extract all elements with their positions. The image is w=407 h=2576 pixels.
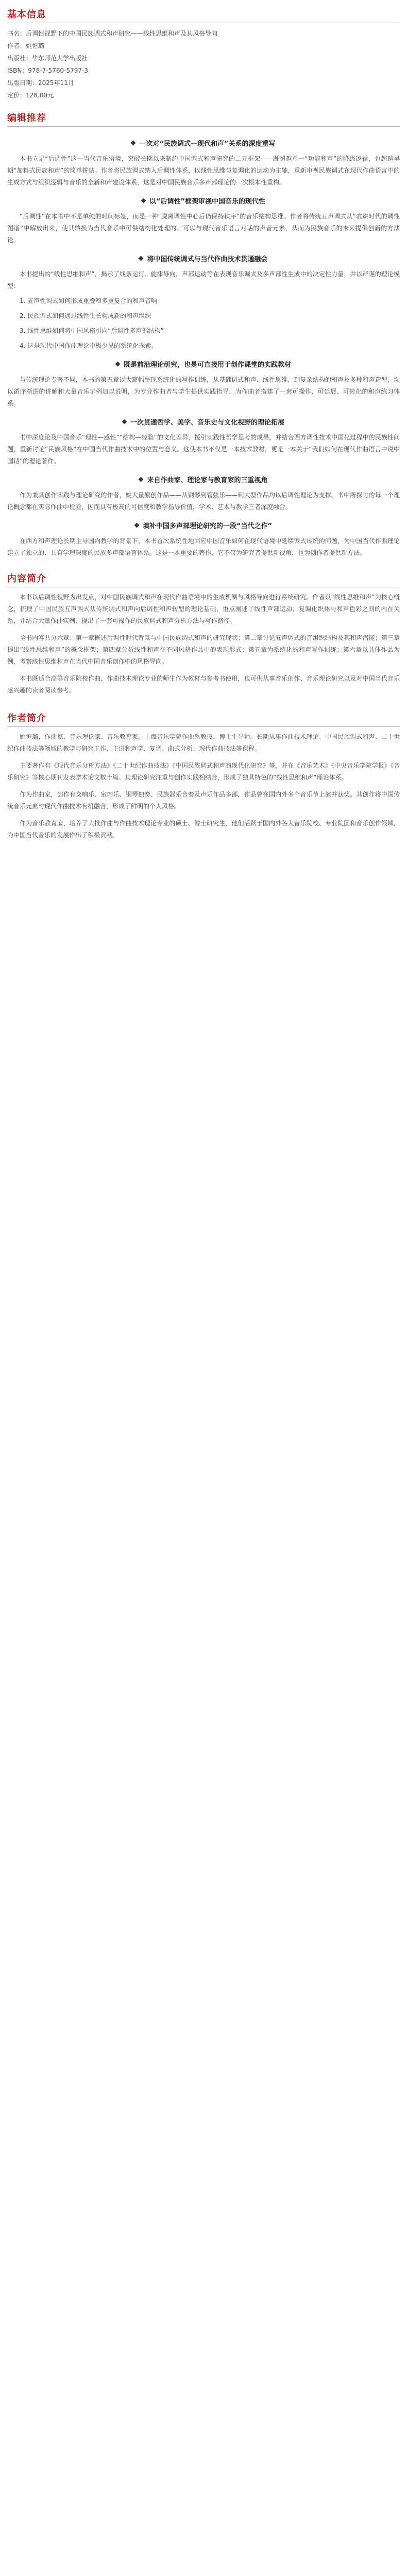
recommend-body [7,127,400,568]
page [0,0,407,873]
recommend-paragraph: 2. 民族调式如何通过线性生长构成新的和声组织 [20,312,151,319]
info-row [7,52,400,64]
summary-paragraph: 全书内容共分六章：第一章概述后调性时代背景与中国民族调式和声的研究现状；第二章讨论五声调式的音组织结构及其和声潜能；第三章提出“线性思维和声”的概念框架；第四章分析线性和声在不同风格作品中的表现形式；第五章为系统化的和声写作训练；第六章以具体作品为例，考察线性思维和声在当代中国音乐创作中的风格导向。 [7,634,400,665]
section-header-recommend [7,108,400,127]
author-paragraph: 作为音乐教育家，培养了大批作曲与作曲技术理论专业的硕士、博士研究生，他们活跃于国内外各大音乐院校、专业院团和音乐创作领域，为中国当代音乐的发展作出了积极贡献。 [7,820,400,839]
recommend-paragraph: 4. 这是现代中国作曲理论中极少见的系统化探索。 [20,342,158,349]
section-title: 编辑推荐 [7,113,46,124]
info-value: 华东师范大学出版社 [32,55,88,62]
recommend-paragraph: 本书提出的“线性思维和声”，揭示了线条运行、旋律导向、声部运动等在表现音乐调式及多声部性生成中的决定性力量，并以严谨的理论模型： [7,270,400,290]
author-paragraph: 作为作曲家，创作有交响乐、室内乐、钢琴独奏、民族器乐合奏及声乐作品多部，作品曾在国内外多个音乐节上演并获奖。其创作将中国传统音乐元素与现代作曲技术有机融合，形成了鲜明的个人风格。 [7,791,400,810]
info-label: 出版社： [7,55,32,62]
section-header-author [7,708,400,727]
section-title: 内容简介 [7,573,46,584]
recommend-paragraph: 1. 五声性调式如何形成重叠和多重复合的和声音响 [20,297,158,304]
recommend-heading-text: 一次贯通哲学、美学、音乐史与文化视野的理论拓展 [130,419,284,427]
basic-info-list [7,23,400,108]
diamond-bullet-icon [131,141,136,146]
recommend-paragraph: 3. 线性思维如何将中国风格引向“后调性多声部结构” [20,327,164,334]
info-label: 书名： [7,30,26,37]
info-row [7,40,400,52]
recommend-heading-text: 来自作曲家、理论家与教育家的三重视角 [147,477,268,484]
recommend-heading-text: 填补中国多声部理论研究的一段“当代之作” [142,522,273,530]
section-title: 基本信息 [7,9,46,20]
recommend-heading-text: 既是前沿理论研究，也是可直接用于创作课堂的实践教材 [123,361,291,369]
summary-paragraph: 本书既适合高等音乐院校作曲、作曲技术理论专业的师生作为教材与参考书使用，也可供从事音乐创作、音乐理论研究以及对中国当代音乐感兴趣的读者阅读参考。 [7,675,400,694]
info-row [7,89,400,101]
diamond-bullet-icon [134,523,140,528]
info-value: 姚恒璐 [26,42,45,49]
recommend-paragraph: 书中深度论及中国音乐“理性—感性”“结构—经验”的文化差异，援引实践性哲学思考的成果，并结合西方调性技术中国化过程中的民族性问题，重新讨论“民族风格”在中国当代作曲技术中的位置与意义。这使本书不仅是一本技术教材，更是一本关于“我们如何在现代作曲语言中说中国话”的理论著作。 [7,434,400,465]
summary-paragraph: 本书以后调性视野为出发点，对中国民族调式和声在现代作曲语境中的生成机制与风格导向进行系统研究。作者以“线性思维和声”为核心概念，梳理了中国民族五声调式从传统调式和声向后调性和声转型的理论基础，重点阐述了线性声部运动、复调化织体与和声色彩之间的内在关系，并结合大量作曲实例，提出了一套可操作的民族调式和声分析方法与写作路径。 [7,594,400,624]
info-row [7,27,400,40]
diamond-bullet-icon [139,477,144,482]
recommend-heading [7,253,400,263]
author-paragraph: 主要著作有《现代音乐分析方法》《二十世纪作曲技法》《中国民族调式和声的现代化研究》等，并在《音乐艺术》《中央音乐学院学报》《音乐研究》等核心期刊发表学术论文数十篇。其理论研究注重与创作实践相结合，形成了独具特色的“线性思维和声”理论体系。 [7,762,400,781]
info-row [7,64,400,77]
section-header-summary [7,568,400,587]
info-label: ISBN： [7,67,28,74]
info-row [7,77,400,89]
recommend-heading-text: 一次对“民族调式—现代和声”关系的深度重写 [139,140,276,148]
section-title: 作者简介 [7,713,46,724]
author-paragraph: 姚恒璐，作曲家、音乐理论家、音乐教育家。上海音乐学院作曲系教授、博士生导师。长期从事作曲技术理论、中国民族调式和声、二十世纪作曲技法等领域的教学与研究工作，主讲和声学、复调、曲式分析、现代作曲技法等课程。 [7,733,400,752]
info-label: 定价： [7,92,26,99]
recommend-heading [7,196,400,206]
recommend-heading [7,417,400,427]
info-label: 出版日期： [7,79,39,87]
recommend-heading [7,474,400,484]
recommend-heading [7,520,400,530]
recommend-paragraph: 在西方和声理论长期主导国内教学的背景下，本书首次系统性地回应中国音乐如何在现代语境中延续调式传统的问题，为中国当代作曲理论建立了独立的、具有学理深度的民族多声部语言体系。这是一本重要的著作，它不仅为研究者提供新视角，也为创作者提供新方法。 [7,537,400,556]
recommend-paragraph: 与传统理论专著不同，本书的第五章以大篇幅呈现系统化的写作训练，从基础调式和声、线性思维，到复杂结构的和声及多种和声造型，均以循序渐进的讲解和大量音乐示例加以说明，为专业作曲者与学生提供实践指导，为作曲者搭建了一套可操作、可延展、可转化的和声练习体系。 [7,376,400,407]
info-label: 作者： [7,42,26,49]
info-value: 128.00元 [26,92,54,99]
diamond-bullet-icon [115,362,121,367]
summary-body [7,587,400,708]
info-value: 后调性视野下的中国民族调式和声研究——线性思维和声及其风格导向 [26,30,218,37]
diamond-bullet-icon [122,419,127,425]
recommend-heading-text: 以“后调性”框架审视中国音乐的现代性 [149,198,266,206]
recommend-paragraph: 作为兼具创作实践与理论研究的作者，姚大量原创作品——从钢琴到管弦乐——到大型作品均以后调性理论为支撑。书中所探讨的每一个理论概念都在实际作曲中检验，因而具有极高的可信度和教学指导价值，学术、艺术与教学三者深度融合。 [7,492,400,511]
recommend-paragraph: “后调性”在本书中不是单纯的时间标签，而是一种“脱离调性中心后仍保持秩序”的音乐结构思维。作者将传统五声调式从“农耕时代的调性图谱”中解放出来，使其转换为当代音乐中可供结构化处理的、可以与现代音乐语言对话的声音元素，从而为民族音乐的未来提供创新的方法论。 [7,213,400,244]
info-value: 978-7-5760-5797-3 [28,67,88,74]
recommend-heading [7,138,400,148]
diamond-bullet-icon [141,198,146,204]
author-body [7,727,400,853]
recommend-heading-text: 将中国传统调式与当代作曲技术贯通融会 [147,256,268,263]
section-header-basic-info [7,0,400,23]
diamond-bullet-icon [139,256,144,261]
info-value: 2025年11月 [38,79,74,87]
recommend-heading [7,359,400,369]
recommend-paragraph: 本书立足“后调性”这一当代音乐语境，突破长期以来制约中国调式和声研究的二元框架——既超越单一“功能和声”的降级逻辑，也超越早期“加料式民族和声”的简单拼贴。作者将民族调式纳入后调性体系，以线性思维与复调化的运动为主轴，重新审视民族调式在现代作曲语言中的生成方式与组织逻辑与音乐的全新和声建设体系，这是对中国民族音乐多声部理论的一次根本性重构。 [7,155,400,186]
